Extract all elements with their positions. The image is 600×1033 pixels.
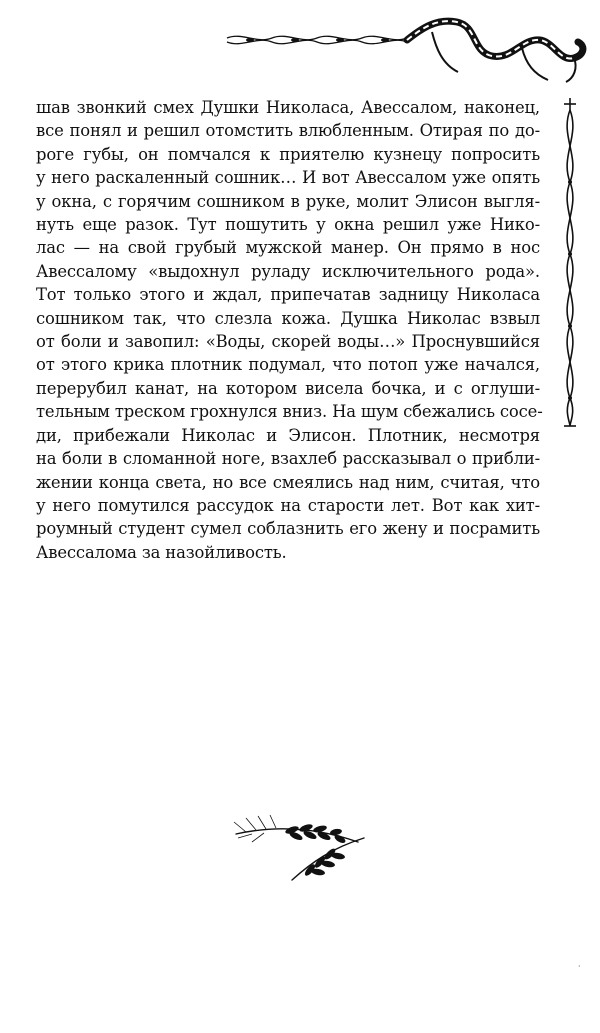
braid-ornament-icon xyxy=(558,96,582,436)
text-line: нуть еще разок. Тут пошутить у окна решил уже Нико- xyxy=(36,215,540,235)
text-line: перерубил канат, на котором висела бочка, и с оглуши- xyxy=(36,378,540,398)
text-line: у него помутился рассудок на старости лет. Вот как хит- xyxy=(36,495,540,515)
body-text xyxy=(36,96,543,564)
text-line: шав звонкий смех Душки Николаса, Авессалом, наконец, xyxy=(36,98,540,117)
text-line: ди, прибежали Николас и Элисон. Плотник, несмотря xyxy=(36,425,540,445)
wheat-ornament-icon xyxy=(232,812,372,886)
ribbon-ornament-icon xyxy=(222,8,592,88)
text-line: сошником так, что слезла кожа. Душка Николас взвыл xyxy=(36,308,540,328)
text-line: жении конца света, но все смеялись над ним, считая, что xyxy=(36,472,540,492)
text-line: тельным треском грохнулся вниз. На шум сбежались сосе- xyxy=(36,402,543,422)
corner-mark: · xyxy=(578,962,581,971)
text-line: от боли и завопил: «Воды, скорей воды…» Проснувшийся xyxy=(36,332,540,352)
text-line: роге губы, он помчался к приятелю кузнецу попросить xyxy=(36,144,540,164)
text-line: у окна, с горячим сошником в руке, молит Элисон выгля- xyxy=(36,191,540,211)
text-line: Тот только этого и ждал, припечатав задницу Николаса xyxy=(36,285,540,305)
text-line: от этого крика плотник подумал, что потоп уже начался, xyxy=(36,355,540,375)
text-line: у него раскаленный сошник… И вот Авессалом уже опять xyxy=(36,168,540,188)
text-line: роумный студент сумел соблазнить его жену и посрамить xyxy=(36,519,540,539)
text-line: на боли в сломанной ноге, взахлеб рассказывал о прибли- xyxy=(36,449,540,469)
text-line: Авессалому «выдохнул руладу исключительного рода». xyxy=(36,261,540,281)
text-line: все понял и решил отомстить влюбленным. Отирая по до- xyxy=(36,121,540,141)
text-line: Авессалома за назойливость. xyxy=(36,542,287,562)
text-line: лас — на свой грубый мужской манер. Он прямо в нос xyxy=(36,238,540,258)
